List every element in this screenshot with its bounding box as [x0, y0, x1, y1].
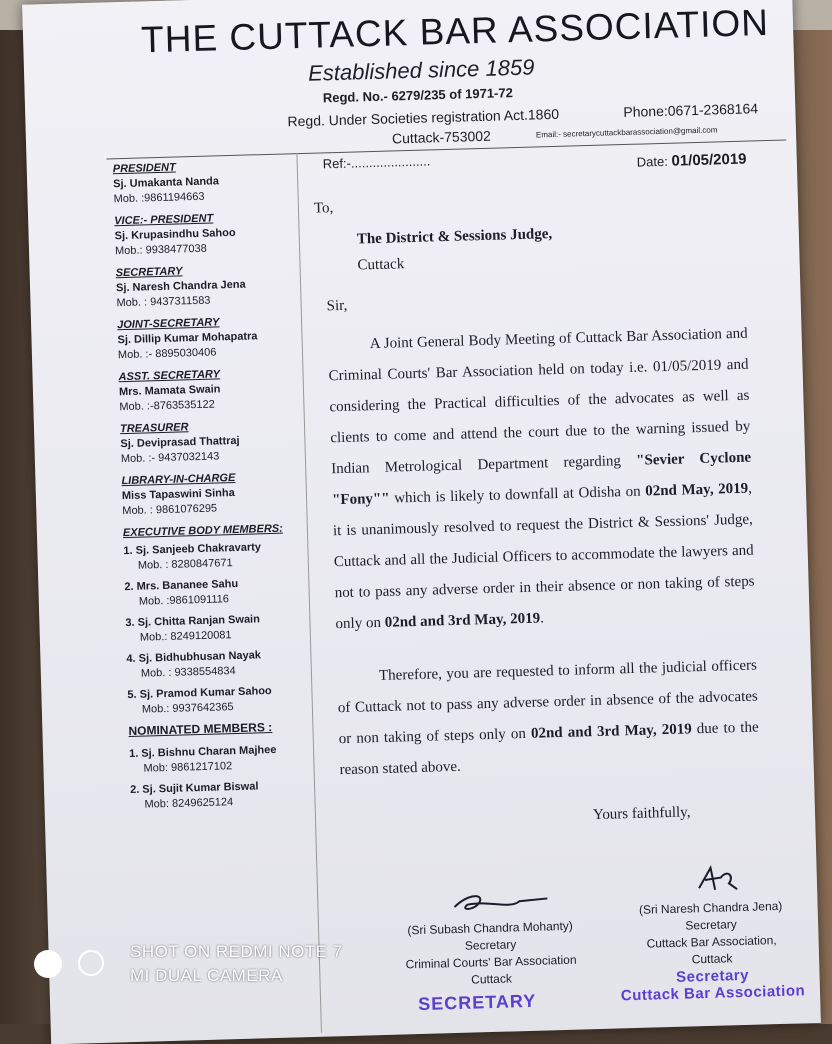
watermark-dot-icon	[34, 950, 62, 978]
signatory-name: (Sri Naresh Chandra Jena)	[638, 898, 783, 917]
officer-entry	[117, 313, 298, 363]
officer-title: LIBRARY-IN-CHARGE	[121, 471, 236, 488]
officer-mobile: Mob.: 9938477038	[114, 242, 207, 258]
signatory-name: (Sri Subash Chandra Mohanty)	[407, 918, 573, 938]
watermark-line-2: MI DUAL CAMERA	[130, 966, 283, 985]
officer-mobile: Mob. :- 9437032143	[120, 450, 220, 466]
member-entry	[127, 683, 308, 718]
watermark-ring-icon	[78, 950, 104, 976]
officer-title: ASST. SECRETARY	[118, 368, 221, 384]
member-mobile: Mob.: 8249120081	[139, 629, 232, 644]
member-entry	[125, 611, 306, 646]
member-name: 4. Sj. Bidhubhusan Nayak	[126, 649, 262, 666]
member-name: 3. Sj. Chitta Ranjan Swain	[125, 613, 261, 630]
member-name: 2. Sj. Sujit Kumar Biswal	[129, 780, 259, 797]
letterhead-regd-no: Regd. No.- 6279/235 of 1971-72	[322, 85, 514, 106]
date-label: Date:	[636, 153, 669, 170]
letterhead-phone: Phone:0671-2368164	[623, 100, 759, 121]
executive-heading: EXECUTIVE BODY MEMBERS:	[122, 522, 283, 540]
officer-title: PRESIDENT	[112, 161, 176, 176]
addressee: The District & Sessions Judge,	[356, 226, 553, 248]
closing: Yours faithfully,	[592, 804, 691, 824]
officer-mobile: Mob. :9861194663	[113, 190, 205, 206]
officer-mobile: Mob. : 9437311583	[116, 294, 211, 310]
signature-block-criminal-courts	[380, 917, 602, 991]
officer-entry	[113, 157, 294, 207]
officer-title: JOINT-SECRETARY	[116, 316, 220, 332]
letterhead-email: Email:- secretarycuttackbarassociation@gmail.com	[535, 125, 718, 140]
officer-mobile: Mob. :- 8895030406	[117, 346, 217, 362]
letter-date	[637, 151, 747, 171]
officer-title: SECRETARY	[115, 265, 183, 280]
member-entry	[129, 742, 310, 777]
signatory-org: Cuttack Bar Association,	[646, 933, 777, 951]
signatory-place: Cuttack	[691, 951, 733, 967]
salutation: Sir,	[326, 297, 348, 315]
officer-name: Sj. Krupasindhu Sahoo	[114, 226, 236, 243]
officer-mobile: Mob. : 9861076295	[122, 502, 218, 518]
office-bearers-sidebar	[113, 157, 311, 819]
signature-jena	[690, 861, 741, 898]
letter-paper	[22, 0, 821, 1044]
reference-line: Ref:-......................	[322, 153, 431, 172]
member-name: 1. Sj. Sanjeeb Chakravarty	[123, 541, 262, 558]
officer-name: Sj. Naresh Chandra Jena	[115, 278, 246, 295]
member-mobile: Mob: 8249625124	[144, 796, 234, 811]
date-value: 01/05/2019	[671, 150, 747, 170]
watermark-line-1: SHOT ON REDMI NOTE 7	[130, 942, 343, 961]
officer-name: Sj. Dillip Kumar Mohapatra	[117, 330, 258, 347]
officer-name: Miss Tapaswini Sinha	[121, 487, 235, 503]
signatory-role: Secretary	[685, 917, 737, 933]
stamp-secretary: SECRETARY	[417, 990, 537, 1015]
paragraph-request: Therefore, you are requested to inform all the judicial officers of Cuttack not to pass any adverse order in absence of the advocates or non taking of steps only on 02nd and 3rd May, 2019 due to the reason stated above.	[337, 657, 759, 779]
letterhead-established: Established since 1859	[307, 54, 535, 86]
signatory-role: Secretary	[464, 937, 517, 953]
officer-title: TREASURER	[119, 421, 189, 436]
member-entry	[130, 778, 311, 813]
member-entry	[123, 539, 304, 574]
member-mobile: Mob. : 8280847671	[137, 557, 233, 572]
signature-mohanty	[449, 886, 550, 919]
member-mobile: Mob.: 9937642365	[141, 701, 234, 716]
officer-title: VICE:- PRESIDENT	[114, 212, 214, 228]
officer-name: Mrs. Mamata Swain	[118, 383, 221, 399]
addressee-city: Cuttack	[357, 256, 405, 274]
officer-mobile: Mob. :-8763535122	[119, 398, 215, 414]
stamp-line-1: Secretary	[675, 966, 750, 986]
letterhead-city: Cuttack-753002	[391, 127, 492, 147]
officer-entry	[121, 469, 302, 519]
member-entry	[124, 575, 305, 610]
officer-name: Sj. Umakanta Nanda	[113, 175, 220, 191]
letterhead-title: THE CUTTACK BAR ASSOCIATION	[140, 1, 770, 61]
paragraph-resolution: A Joint General Body Meeting of Cuttack Bar Association and Criminal Courts' Bar Association held on today i.e. 01/05/2019 and considering the Practical difficulties of the advocates as well as clients to come and attend the court due to the warning issued by Indian Metrological Department regarding "Sevier Cyclone "Fony"" which is likely to downfall at Odisha on 02nd May, 2019, it is unanimously resolved to request the District & Sessions' Judge, Cuttack and all the Judicial Officers to accommodate the lawyers and not to pass any adverse order in their absence or non taking of steps only on 02nd and 3rd May, 2019.	[328, 325, 755, 633]
to-line: To,	[313, 200, 334, 217]
stamp-line-2: Cuttack Bar Association	[620, 982, 806, 1005]
nominated-heading: NOMINATED MEMBERS :	[128, 720, 273, 739]
camera-watermark	[34, 942, 364, 994]
member-mobile: Mob. : 9338554834	[140, 665, 236, 680]
member-mobile: Mob. :9861091116	[138, 593, 230, 608]
signature-block-cuttack-bar	[615, 897, 808, 1004]
member-name: 5. Sj. Pramod Kumar Sahoo	[127, 685, 272, 702]
member-name: 2. Mrs. Bananee Sahu	[124, 577, 239, 594]
officer-entry	[115, 261, 296, 311]
officer-entry	[120, 417, 301, 467]
member-mobile: Mob: 9861217102	[143, 760, 233, 775]
member-entry	[126, 647, 307, 682]
officer-name: Sj. Deviprasad Thattraj	[120, 434, 240, 451]
officer-entry	[118, 365, 299, 415]
member-name: 1. Sj. Bishnu Charan Majhee	[128, 743, 277, 761]
signatory-place: Cuttack	[471, 971, 513, 987]
officer-entry	[114, 209, 295, 259]
signatory-org: Criminal Courts' Bar Association	[405, 952, 577, 972]
letterhead-registration: Regd. Under Societies registration Act.1860	[287, 105, 560, 130]
